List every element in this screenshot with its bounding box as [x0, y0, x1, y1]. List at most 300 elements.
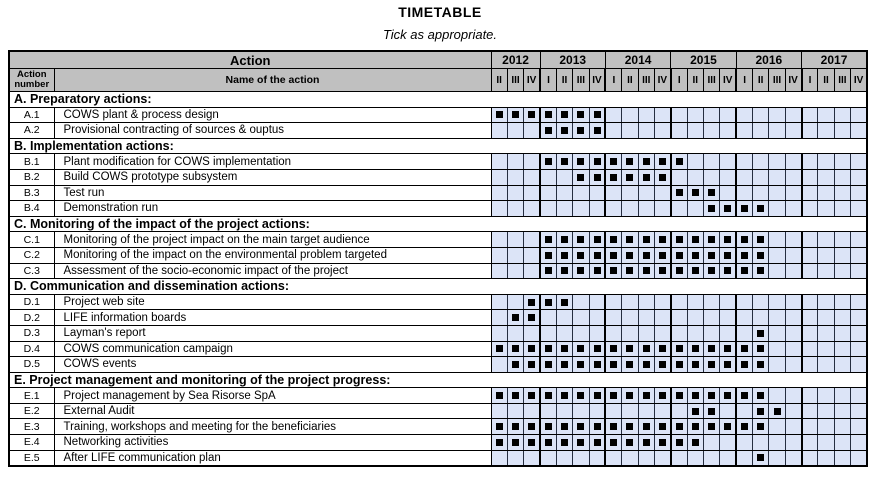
- action-name-cell: External Audit: [54, 403, 491, 419]
- quarter-cell: [818, 123, 834, 139]
- action-number-cell: D.4: [9, 341, 54, 357]
- quarter-cell: [671, 388, 687, 404]
- action-name-cell: Training, workshops and meeting for the beneficiaries: [54, 419, 491, 435]
- quarter-cell: [834, 325, 850, 341]
- tick-mark: [741, 236, 748, 243]
- quarter-cell: [834, 201, 850, 217]
- quarter-cell: [540, 294, 556, 310]
- quarter-cell: [785, 341, 801, 357]
- quarter-cell: [638, 263, 654, 279]
- quarter-cell: [507, 388, 523, 404]
- tick-mark: [643, 345, 650, 352]
- quarter-cell: [654, 357, 670, 373]
- tick-mark: [496, 111, 503, 118]
- quarter-cell: [785, 201, 801, 217]
- quarter-cell: [540, 419, 556, 435]
- tick-mark: [643, 423, 650, 430]
- tick-mark: [692, 236, 699, 243]
- quarter-cell: [622, 247, 638, 263]
- quarter-cell: [540, 403, 556, 419]
- action-row: [9, 294, 867, 310]
- action-row: [9, 123, 867, 139]
- quarter-cell: [834, 169, 850, 185]
- tick-mark: [724, 236, 731, 243]
- tick-mark: [512, 314, 519, 321]
- tick-mark: [545, 111, 552, 118]
- quarter-cell: [491, 169, 507, 185]
- quarter-cell: [785, 310, 801, 326]
- action-name-cell: After LIFE communication plan: [54, 450, 491, 466]
- tick-mark: [528, 345, 535, 352]
- tick-mark: [724, 392, 731, 399]
- quarter-header-cell: II: [491, 69, 507, 92]
- quarter-cell: [720, 310, 736, 326]
- quarter-cell: [507, 232, 523, 248]
- tick-mark: [594, 174, 601, 181]
- quarter-cell: [769, 341, 785, 357]
- quarter-header-cell: IV: [720, 69, 736, 92]
- quarter-header-cell: I: [605, 69, 621, 92]
- quarter-cell: [736, 294, 752, 310]
- tick-mark: [545, 439, 552, 446]
- tick-mark: [610, 236, 617, 243]
- quarter-header-cell: I: [736, 69, 752, 92]
- quarter-cell: [556, 107, 572, 123]
- tick-mark: [594, 158, 601, 165]
- quarter-cell: [491, 201, 507, 217]
- action-name-cell: COWS plant & process design: [54, 107, 491, 123]
- quarter-cell: [753, 107, 769, 123]
- quarter-cell: [638, 247, 654, 263]
- action-name-cell: COWS communication campaign: [54, 341, 491, 357]
- tick-mark: [496, 392, 503, 399]
- quarter-cell: [573, 450, 589, 466]
- quarter-cell: [556, 419, 572, 435]
- quarter-cell: [671, 247, 687, 263]
- quarter-cell: [769, 419, 785, 435]
- quarter-cell: [720, 185, 736, 201]
- quarter-cell: [491, 388, 507, 404]
- quarter-cell: [638, 403, 654, 419]
- quarter-cell: [507, 341, 523, 357]
- timetable-table: [8, 50, 868, 467]
- tick-mark: [626, 252, 633, 259]
- quarter-cell: [720, 169, 736, 185]
- quarter-cell: [720, 403, 736, 419]
- year-header-2012: 2012: [491, 51, 540, 69]
- quarter-cell: [818, 154, 834, 170]
- quarter-cell: [524, 388, 540, 404]
- quarter-cell: [507, 403, 523, 419]
- quarter-cell: [573, 403, 589, 419]
- quarter-cell: [540, 201, 556, 217]
- quarter-cell: [753, 357, 769, 373]
- quarter-cell: [703, 232, 719, 248]
- tick-mark: [741, 205, 748, 212]
- action-name-cell: Monitoring of the impact on the environmental problem targeted: [54, 247, 491, 263]
- quarter-cell: [507, 107, 523, 123]
- quarter-cell: [573, 263, 589, 279]
- quarter-cell: [638, 123, 654, 139]
- tick-mark: [594, 392, 601, 399]
- tick-mark: [724, 345, 731, 352]
- quarter-cell: [638, 201, 654, 217]
- quarter-cell: [524, 403, 540, 419]
- quarter-cell: [720, 341, 736, 357]
- quarter-cell: [573, 310, 589, 326]
- quarter-cell: [589, 247, 605, 263]
- quarter-cell: [622, 403, 638, 419]
- quarter-cell: [589, 123, 605, 139]
- tick-mark: [659, 423, 666, 430]
- quarter-cell: [622, 107, 638, 123]
- tick-mark: [757, 267, 764, 274]
- quarter-cell: [818, 201, 834, 217]
- quarter-cell: [703, 154, 719, 170]
- quarter-cell: [769, 107, 785, 123]
- quarter-cell: [802, 107, 818, 123]
- tick-mark: [757, 252, 764, 259]
- tick-mark: [512, 392, 519, 399]
- tick-mark: [545, 267, 552, 274]
- tick-mark: [708, 236, 715, 243]
- quarter-header-cell: IV: [589, 69, 605, 92]
- quarter-cell: [851, 325, 867, 341]
- quarter-cell: [720, 450, 736, 466]
- quarter-cell: [491, 325, 507, 341]
- quarter-cell: [851, 169, 867, 185]
- tick-mark: [741, 252, 748, 259]
- tick-mark: [659, 439, 666, 446]
- quarter-cell: [687, 450, 703, 466]
- tick-mark: [676, 236, 683, 243]
- quarter-cell: [540, 247, 556, 263]
- quarter-cell: [573, 107, 589, 123]
- tick-mark: [561, 361, 568, 368]
- quarter-cell: [654, 403, 670, 419]
- quarter-cell: [556, 357, 572, 373]
- quarter-cell: [720, 294, 736, 310]
- quarter-cell: [834, 247, 850, 263]
- tick-mark: [757, 330, 764, 337]
- quarter-cell: [802, 450, 818, 466]
- quarter-cell: [589, 169, 605, 185]
- quarter-cell: [687, 263, 703, 279]
- tick-mark: [676, 267, 683, 274]
- quarter-cell: [851, 201, 867, 217]
- tick-mark: [610, 267, 617, 274]
- tick-mark: [676, 392, 683, 399]
- quarter-cell: [605, 107, 621, 123]
- quarter-cell: [818, 107, 834, 123]
- quarter-cell: [720, 123, 736, 139]
- quarter-cell: [654, 450, 670, 466]
- tick-mark: [594, 361, 601, 368]
- action-row: [9, 185, 867, 201]
- quarter-cell: [687, 325, 703, 341]
- action-name-cell: Plant modification for COWS implementation: [54, 154, 491, 170]
- quarter-cell: [802, 169, 818, 185]
- tick-mark: [496, 345, 503, 352]
- quarter-cell: [524, 310, 540, 326]
- quarter-cell: [524, 294, 540, 310]
- quarter-cell: [654, 169, 670, 185]
- tick-mark: [545, 127, 552, 134]
- quarter-cell: [540, 154, 556, 170]
- quarter-cell: [605, 232, 621, 248]
- tick-mark: [757, 205, 764, 212]
- quarter-cell: [769, 247, 785, 263]
- quarter-cell: [851, 310, 867, 326]
- quarter-cell: [622, 294, 638, 310]
- tick-mark: [757, 454, 764, 461]
- quarter-cell: [540, 450, 556, 466]
- timetable-body: [9, 92, 867, 467]
- quarter-cell: [671, 357, 687, 373]
- tick-mark: [626, 361, 633, 368]
- quarter-cell: [753, 325, 769, 341]
- action-row: [9, 403, 867, 419]
- quarter-cell: [638, 310, 654, 326]
- quarter-cell: [524, 154, 540, 170]
- tick-mark: [724, 361, 731, 368]
- tick-mark: [610, 345, 617, 352]
- quarter-cell: [491, 419, 507, 435]
- quarter-cell: [638, 169, 654, 185]
- action-row: [9, 107, 867, 123]
- tick-mark: [692, 408, 699, 415]
- quarter-cell: [802, 232, 818, 248]
- tick-mark: [545, 423, 552, 430]
- quarter-cell: [540, 435, 556, 451]
- quarter-cell: [851, 294, 867, 310]
- quarter-cell: [769, 357, 785, 373]
- quarter-cell: [753, 123, 769, 139]
- quarter-cell: [524, 263, 540, 279]
- quarter-cell: [769, 310, 785, 326]
- quarter-cell: [769, 294, 785, 310]
- quarter-cell: [703, 294, 719, 310]
- header-row-quarters: [9, 69, 867, 92]
- action-name-cell: Build COWS prototype subsystem: [54, 169, 491, 185]
- tick-mark: [577, 267, 584, 274]
- quarter-cell: [687, 247, 703, 263]
- action-number-cell: B.1: [9, 154, 54, 170]
- quarter-cell: [605, 169, 621, 185]
- quarter-cell: [785, 247, 801, 263]
- tick-mark: [610, 252, 617, 259]
- quarter-cell: [507, 263, 523, 279]
- quarter-cell: [556, 201, 572, 217]
- quarter-cell: [736, 247, 752, 263]
- quarter-cell: [769, 123, 785, 139]
- quarter-cell: [524, 169, 540, 185]
- quarter-cell: [605, 247, 621, 263]
- quarter-cell: [851, 185, 867, 201]
- quarter-cell: [703, 123, 719, 139]
- quarter-cell: [589, 450, 605, 466]
- quarter-cell: [818, 294, 834, 310]
- quarter-cell: [589, 154, 605, 170]
- quarter-cell: [753, 388, 769, 404]
- quarter-cell: [671, 123, 687, 139]
- quarter-cell: [589, 403, 605, 419]
- quarter-cell: [556, 325, 572, 341]
- tick-mark: [659, 158, 666, 165]
- quarter-cell: [769, 232, 785, 248]
- tick-mark: [594, 127, 601, 134]
- quarter-cell: [573, 232, 589, 248]
- quarter-cell: [605, 357, 621, 373]
- tick-mark: [594, 423, 601, 430]
- quarter-cell: [556, 388, 572, 404]
- quarter-cell: [654, 341, 670, 357]
- quarter-cell: [491, 294, 507, 310]
- quarter-cell: [834, 154, 850, 170]
- quarter-cell: [769, 154, 785, 170]
- quarter-cell: [736, 263, 752, 279]
- quarter-cell: [818, 169, 834, 185]
- quarter-cell: [720, 419, 736, 435]
- quarter-cell: [556, 154, 572, 170]
- quarter-cell: [671, 185, 687, 201]
- quarter-cell: [802, 123, 818, 139]
- quarter-cell: [851, 450, 867, 466]
- action-row: [9, 388, 867, 404]
- tick-mark: [561, 423, 568, 430]
- tick-mark: [577, 439, 584, 446]
- quarter-cell: [622, 154, 638, 170]
- quarter-cell: [785, 450, 801, 466]
- quarter-cell: [638, 232, 654, 248]
- quarter-cell: [753, 310, 769, 326]
- tick-mark: [676, 361, 683, 368]
- quarter-cell: [671, 154, 687, 170]
- quarter-cell: [687, 154, 703, 170]
- quarter-cell: [736, 403, 752, 419]
- quarter-cell: [687, 388, 703, 404]
- quarter-cell: [720, 247, 736, 263]
- quarter-cell: [818, 450, 834, 466]
- quarter-cell: [622, 357, 638, 373]
- quarter-cell: [736, 325, 752, 341]
- quarter-cell: [638, 419, 654, 435]
- action-number-cell: E.4: [9, 435, 54, 451]
- quarter-cell: [573, 247, 589, 263]
- quarter-cell: [524, 419, 540, 435]
- quarter-cell: [507, 247, 523, 263]
- quarter-cell: [573, 201, 589, 217]
- quarter-cell: [556, 232, 572, 248]
- quarter-cell: [638, 185, 654, 201]
- quarter-header-cell: II: [818, 69, 834, 92]
- quarter-cell: [753, 435, 769, 451]
- tick-mark: [577, 111, 584, 118]
- quarter-cell: [573, 123, 589, 139]
- quarter-cell: [556, 450, 572, 466]
- quarter-cell: [785, 107, 801, 123]
- quarter-cell: [785, 357, 801, 373]
- quarter-cell: [802, 201, 818, 217]
- quarter-cell: [654, 419, 670, 435]
- quarter-cell: [540, 169, 556, 185]
- quarter-cell: [753, 232, 769, 248]
- tick-mark: [757, 392, 764, 399]
- tick-mark: [708, 423, 715, 430]
- quarter-cell: [589, 263, 605, 279]
- quarter-header-cell: IV: [785, 69, 801, 92]
- year-header-2015: 2015: [671, 51, 736, 69]
- quarter-cell: [638, 154, 654, 170]
- tick-mark: [528, 423, 535, 430]
- quarter-cell: [507, 435, 523, 451]
- quarter-cell: [524, 325, 540, 341]
- quarter-cell: [622, 388, 638, 404]
- quarter-cell: [622, 310, 638, 326]
- quarter-cell: [507, 154, 523, 170]
- quarter-cell: [834, 341, 850, 357]
- quarter-cell: [573, 169, 589, 185]
- quarter-cell: [834, 435, 850, 451]
- quarter-cell: [671, 341, 687, 357]
- quarter-cell: [785, 435, 801, 451]
- quarter-cell: [540, 185, 556, 201]
- tick-mark: [577, 236, 584, 243]
- quarter-cell: [491, 403, 507, 419]
- action-name-cell: Demonstration run: [54, 201, 491, 217]
- quarter-cell: [851, 263, 867, 279]
- year-header-2017: 2017: [802, 51, 867, 69]
- tick-mark: [512, 423, 519, 430]
- tick-mark: [708, 189, 715, 196]
- quarter-cell: [802, 154, 818, 170]
- quarter-cell: [540, 232, 556, 248]
- quarter-header-cell: III: [703, 69, 719, 92]
- tick-mark: [757, 236, 764, 243]
- quarter-cell: [834, 450, 850, 466]
- quarter-cell: [491, 123, 507, 139]
- quarter-cell: [654, 185, 670, 201]
- quarter-header-cell: III: [769, 69, 785, 92]
- tick-mark: [594, 111, 601, 118]
- quarter-cell: [491, 435, 507, 451]
- quarter-cell: [753, 419, 769, 435]
- quarter-cell: [736, 341, 752, 357]
- tick-mark: [610, 439, 617, 446]
- quarter-cell: [736, 232, 752, 248]
- quarter-cell: [703, 388, 719, 404]
- tick-mark: [528, 314, 535, 321]
- quarter-cell: [851, 419, 867, 435]
- quarter-cell: [703, 201, 719, 217]
- quarter-cell: [507, 123, 523, 139]
- action-name-cell: Networking activities: [54, 435, 491, 451]
- quarter-cell: [622, 169, 638, 185]
- quarter-cell: [671, 435, 687, 451]
- tick-mark: [545, 392, 552, 399]
- tick-mark: [528, 111, 535, 118]
- quarter-cell: [524, 247, 540, 263]
- tick-mark: [594, 236, 601, 243]
- tick-mark: [692, 252, 699, 259]
- quarter-cell: [851, 388, 867, 404]
- quarter-cell: [605, 403, 621, 419]
- quarter-cell: [654, 310, 670, 326]
- quarter-cell: [720, 201, 736, 217]
- quarter-cell: [622, 201, 638, 217]
- quarter-cell: [851, 247, 867, 263]
- quarter-cell: [638, 357, 654, 373]
